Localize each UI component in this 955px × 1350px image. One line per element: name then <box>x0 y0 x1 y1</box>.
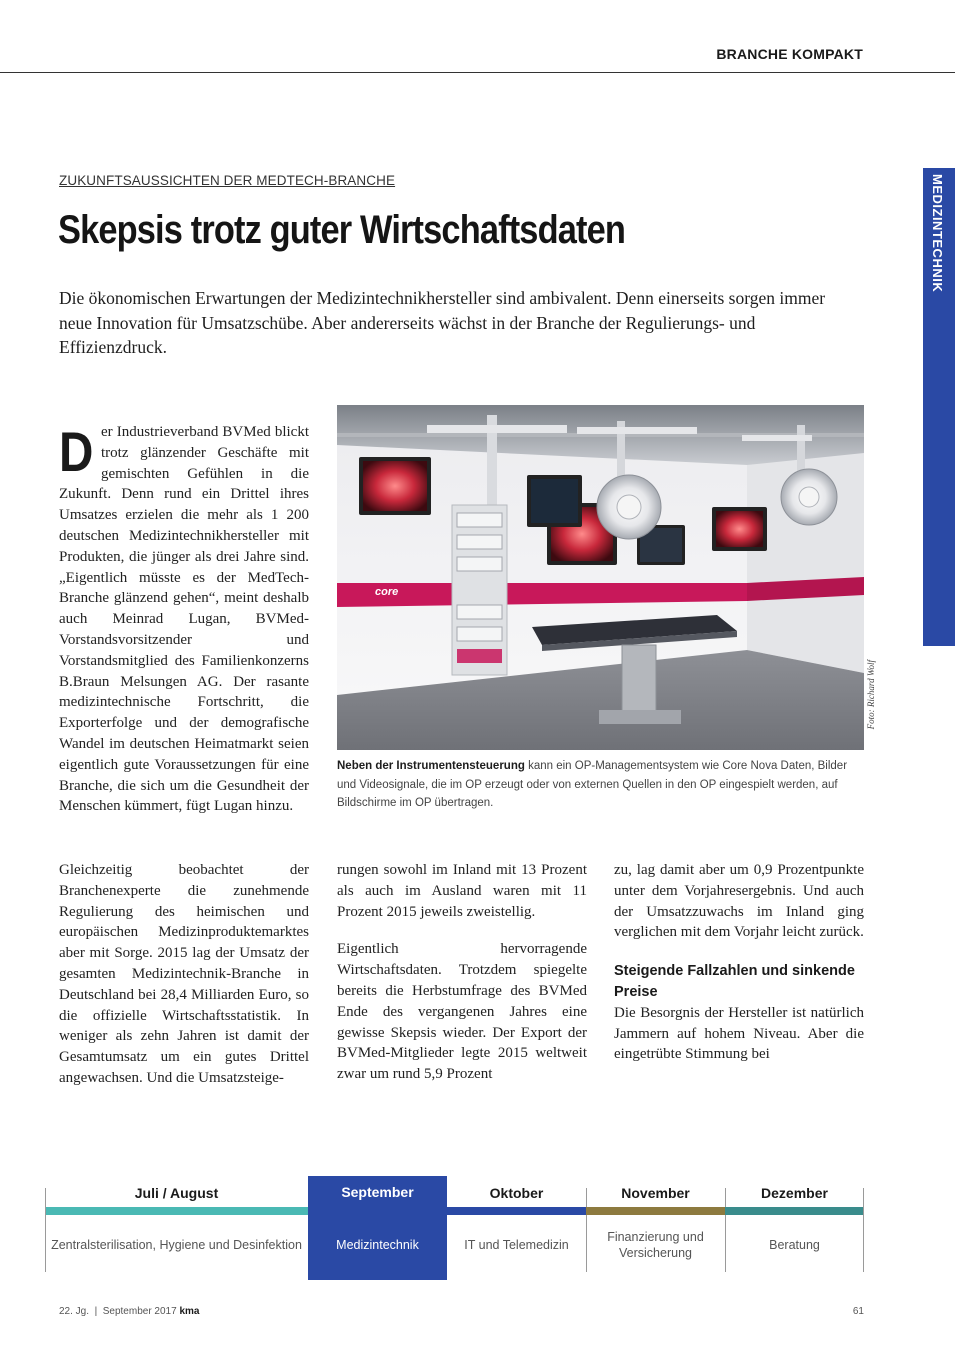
paragraph-3-continued: zu, lag damit aber um 0,9 Prozentpunkte unter dem Vorjahresergebnis. Und auch der Umsatzzuwachs im Inland ging verglichen mit dem Vorjahr leicht zurück. <box>614 862 864 941</box>
calendar-divider <box>863 1188 864 1272</box>
calendar-color-bar <box>45 1207 308 1215</box>
paragraph-gap <box>337 922 587 939</box>
calendar-item-november[interactable] <box>586 1176 725 1280</box>
section-label: BRANCHE KOMPAKT <box>716 46 863 62</box>
page-number: 61 <box>852 1306 864 1317</box>
calendar-month: Juli / August <box>134 1185 219 1201</box>
calendar-topic: Finanzierung und Versicherung <box>607 1230 704 1260</box>
editorial-calendar <box>45 1176 864 1280</box>
article-title: Skepsis trotz guter Wirtschaftsdaten <box>58 208 626 252</box>
photo-caption <box>337 757 865 813</box>
calendar-item-oktober[interactable] <box>447 1176 586 1280</box>
paragraph-2-continued: rungen sowohl im Inland mit 13 Prozent als auch im Ausland waren mit 11 Prozent 2015 jeweils zweistellig. <box>337 862 587 920</box>
calendar-topic: Medizintechnik <box>336 1238 419 1252</box>
article-kicker: ZUKUNFTSAUSSICHTEN DER MEDTECH-BRANCHE <box>59 173 396 188</box>
article-paragraph-1 <box>59 422 309 817</box>
drop-cap: D <box>59 420 94 483</box>
calendar-month: November <box>621 1185 690 1201</box>
operating-room-illustration <box>337 405 864 750</box>
brand-name: kma <box>179 1306 200 1317</box>
issue-info: 22. Jg. | September 2017 <box>59 1306 177 1317</box>
calendar-color-bar <box>447 1207 586 1215</box>
calendar-topic: Beratung <box>769 1238 820 1252</box>
caption-lead: Neben der Instrumentensteuerung <box>337 760 525 772</box>
calendar-color-bar <box>725 1207 864 1215</box>
article-paragraph-4: Die Besorgnis der Hersteller ist natürlich Jammern auf hohem Niveau. Aber die eingetrübte Stimmung bei <box>614 1004 864 1063</box>
calendar-month: Dezember <box>761 1185 828 1201</box>
calendar-item-juli-august[interactable] <box>45 1176 308 1280</box>
paragraph-1-text: er Industrieverband BVMed blickt trotz glänzender Geschäfte mit gemischten Gefühlen in die Zukunft. Denn rund ein Drittel ihres Umsatzes erzielen die mehr als 1 200 deutschen Medizintechnikhersteller mit Produkten, die jünger als drei Jahre sind. „Eigentlich müsste es der MedTech-Branche glänzend gehen“, meint deshalb auch Meinrad Lugan, BVMed-Vorstandsvorsitzender und Vorstandsmitglied des Familienkonzerns B.Braun Melsungen AG. Der rasante medizintechnische Fortschritt, die Exporterfolge und der demografische Wandel im deutschen Heimatmarkt seien eigentlich gute Voraussetzungen für eine Branche, die sich um die Gesundheit der Menschen kümmert, fügt Lugan hinzu. <box>59 424 309 815</box>
calendar-color-bar <box>586 1207 725 1215</box>
calendar-topic: Zentralsterilisation, Hygiene und Desinfektion <box>51 1238 302 1252</box>
operating-room-photo <box>337 405 864 750</box>
article-column-3 <box>614 860 864 1065</box>
calendar-divider <box>45 1188 46 1272</box>
header-rule <box>0 72 955 73</box>
calendar-month: Oktober <box>489 1185 544 1201</box>
calendar-topic: IT und Telemedizin <box>464 1238 569 1252</box>
calendar-item-dezember[interactable] <box>725 1176 864 1280</box>
article-paragraph-2: Gleichzeitig beobachtet der Branchenexperte die zunehmende Regulierung des heimischen und europäischen Medizinproduktemarktes aber mit Sorge. 2015 lag der Umsatz der gesamten Medizintechnik-Branche in Deutschland bei 28,4 Milliarden Euro, so die offizielle Wirtschaftsstatistik. In weniger als zehn Jahren ist damit der Gesamtumsatz um ein gutes Drittel angewachsen. Und die Umsatzsteige- <box>59 862 309 1086</box>
caption-text: kann ein OP-Managementsystem wie Core Nova Daten, Bilder und Videosignale, die im OP erzeugt oder von externen Quellen in den OP eingespielt werden, auf Bildschirme im OP übertragen. <box>337 760 848 809</box>
photo-credit: Foto: Richard Wolf <box>866 660 876 730</box>
article-subhead: Steigende Fallzahlen und sinkende Preise <box>614 963 855 1000</box>
article-lead: Die ökonomischen Erwartungen der Medizintechnikhersteller sind ambivalent. Denn einerseits sorgen immer neue Innovation für Umsatzschübe. Aber andererseits wächst in der Branche der Regulierungs- und Effizienzdruck. <box>59 288 826 357</box>
side-tab <box>923 168 955 646</box>
article-paragraph-3: Eigentlich hervorragende Wirtschaftsdaten. Trotzdem spiegelte bereits die Herbstumfrage des BVMed Ende des vergangenen Jahres eine gewisse Skepsis wieder. Der Export der BVMed-Mitglieder legte 2015 weltweit zwar um rund 5,9 Prozent <box>337 941 587 1083</box>
footer-issue <box>59 1306 199 1317</box>
side-tab-label: MEDIZINTECHNIK <box>930 174 945 293</box>
calendar-month: September <box>341 1184 414 1200</box>
article-column-2 <box>337 860 587 1085</box>
calendar-item-september[interactable] <box>308 1176 447 1280</box>
core-logo: core <box>375 586 399 598</box>
